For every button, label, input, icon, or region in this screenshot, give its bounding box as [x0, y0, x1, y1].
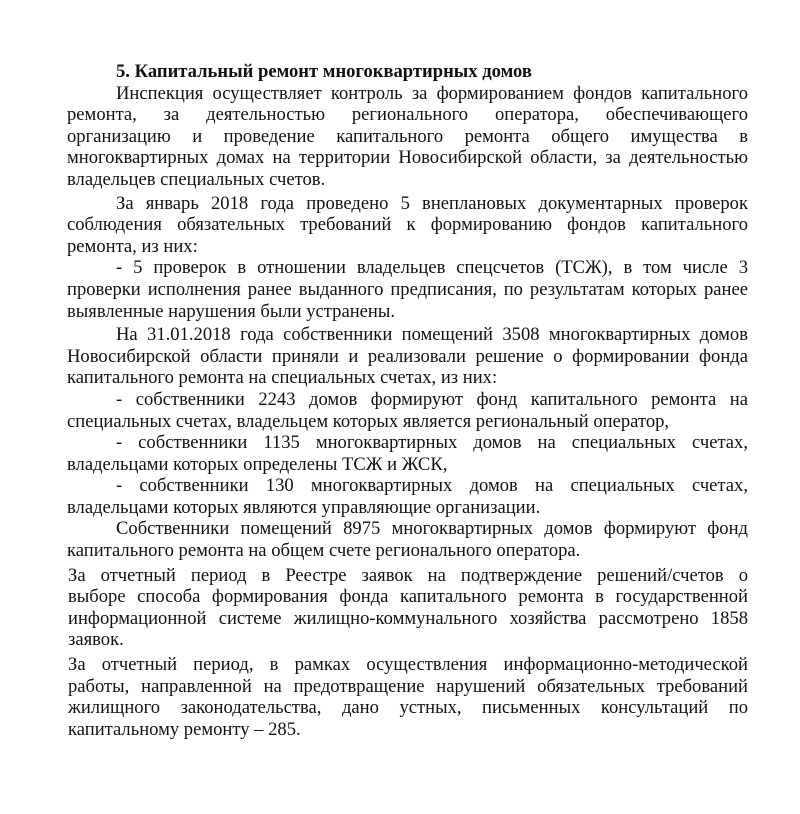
list-item-regional-operator — [67, 389, 748, 432]
text-line: работы, направленной на предотвращение нарушений обязательных требований — [68, 675, 748, 697]
text-line: капитального ремонта на специальных счетах, из них: — [67, 367, 498, 389]
list-item-management-companies — [67, 475, 748, 518]
text-line: - собственники 130 многоквартирных домов на специальных счетах, — [116, 475, 748, 497]
paragraph-january-inspections — [67, 193, 748, 258]
text-line: Инспекция осуществляет контроль за формированием фондов капитального — [116, 82, 748, 104]
section-heading: 5. Капитальный ремонт многоквартирных домов — [116, 61, 532, 82]
text-line: жилищного законодательства, дано устных, письменных консультаций по — [68, 697, 748, 719]
list-item-tszh-inspections — [67, 257, 748, 322]
text-line: Новосибирской области приняли и реализовали решение о формировании фонда — [67, 345, 748, 367]
text-line: выборе способа формирования фонда капитального ремонта в государственной — [68, 586, 748, 608]
text-line: капитального ремонта на общем счете регионального оператора. — [67, 540, 581, 562]
text-line: - 5 проверок в отношении владельцев спецсчетов (ТСЖ), в том числе 3 — [116, 257, 748, 279]
text-line: За январь 2018 года проведено 5 внеплановых документарных проверок — [116, 192, 748, 214]
text-line: специальных счетах, владельцем которых является региональный оператор, — [67, 410, 670, 432]
text-line: владельцев специальных счетов. — [67, 168, 326, 190]
text-line: соблюдения обязательных требований к формированию фондов капитального — [67, 214, 748, 236]
list-item-tszh-zhsk — [67, 432, 748, 475]
text-line: организацию и проведение капитального ремонта общего имущества в — [67, 125, 748, 147]
paragraph-inspection-scope — [67, 83, 748, 191]
paragraph-consultations — [67, 654, 748, 740]
text-line: капитальному ремонту – 285. — [68, 718, 301, 740]
paragraph-common-account — [67, 518, 748, 561]
text-line: За отчетный период, в рамках осуществления информационно-методической — [68, 654, 748, 676]
text-line: многоквартирных домах на территории Новосибирской области, за деятельностью — [67, 147, 748, 169]
text-line: ремонта, из них: — [67, 235, 198, 257]
document-page — [67, 61, 748, 740]
text-line: выявленные нарушения были устранены. — [67, 300, 395, 322]
text-line: владельцами которых определены ТСЖ и ЖСК, — [67, 453, 448, 475]
text-line: - собственники 1135 многоквартирных домов на специальных счетах, — [116, 432, 748, 454]
text-line: - собственники 2243 домов формируют фонд капитального ремонта на — [116, 388, 748, 410]
text-line: За отчетный период в Реестре заявок на подтверждение решений/счетов о — [68, 564, 748, 586]
text-line: заявок. — [68, 629, 124, 651]
paragraph-special-accounts — [67, 324, 748, 389]
text-line: Собственники помещений 8975 многоквартирных домов формируют фонд — [116, 518, 748, 540]
text-line: информационной системе жилищно-коммунального хозяйства рассмотрено 1858 — [68, 607, 748, 629]
text-line: На 31.01.2018 года собственники помещений 3508 многоквартирных домов — [116, 324, 748, 346]
text-line: владельцами которых являются управляющие организации. — [67, 496, 541, 518]
text-line: проверки исполнения ранее выданного предписания, по результатам которых ранее — [67, 278, 748, 300]
text-line: ремонта, за деятельностью регионального оператора, обеспечивающего — [67, 104, 748, 126]
paragraph-registry-applications — [67, 565, 748, 651]
